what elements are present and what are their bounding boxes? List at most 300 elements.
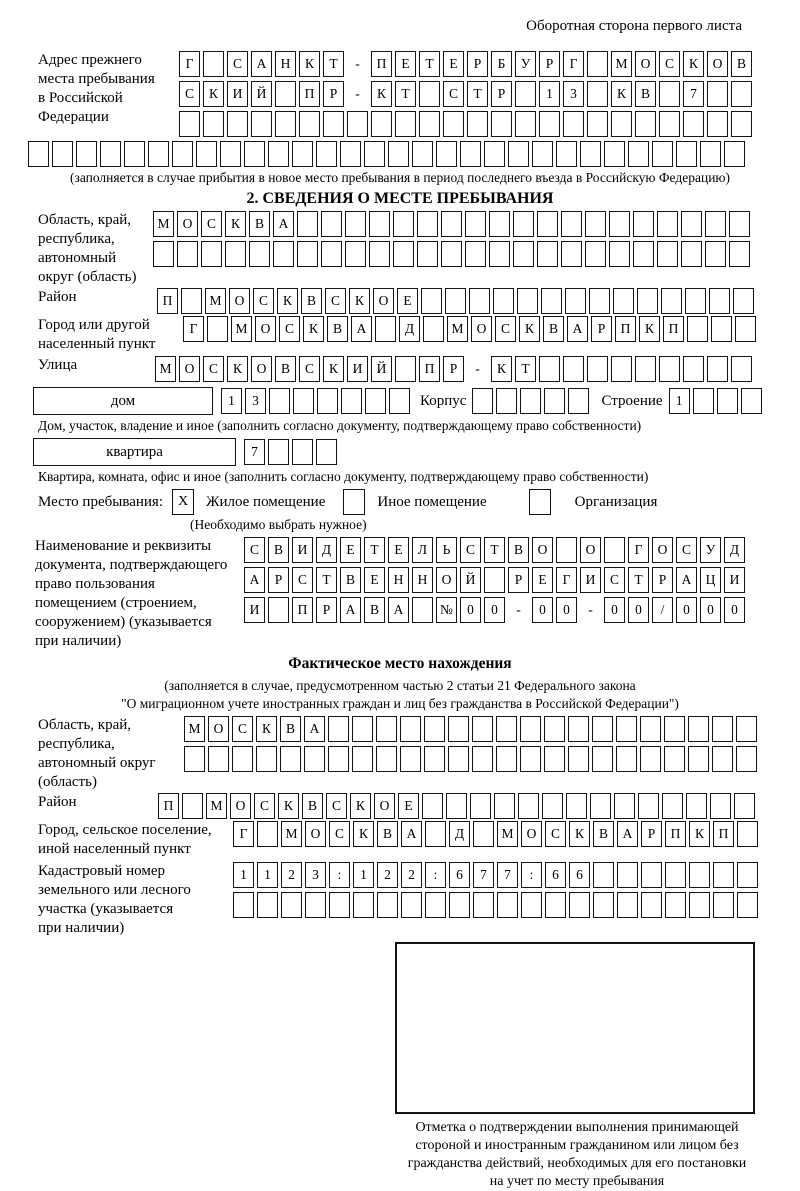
char-box: Д <box>449 821 470 847</box>
char-box: И <box>244 597 265 623</box>
char-box: М <box>206 793 227 819</box>
char-box <box>467 111 488 137</box>
char-box: М <box>155 356 176 382</box>
char-box <box>662 793 683 819</box>
char-box <box>712 716 733 742</box>
checkbox-other-premises <box>343 489 365 515</box>
char-box <box>393 241 414 267</box>
char-box: М <box>231 316 252 342</box>
char-box <box>592 716 613 742</box>
char-box <box>614 793 635 819</box>
char-box: 7 <box>244 439 265 465</box>
char-box <box>369 211 390 237</box>
char-box <box>249 241 270 267</box>
char-box <box>731 111 752 137</box>
char-box: С <box>292 567 313 593</box>
char-box <box>352 716 373 742</box>
char-box: 7 <box>473 862 494 888</box>
char-box <box>445 288 466 314</box>
apartment-number-cells <box>244 439 337 465</box>
char-box <box>329 892 350 918</box>
char-box: 1 <box>221 388 242 414</box>
char-box: К <box>491 356 512 382</box>
char-box <box>172 141 193 167</box>
char-box: И <box>724 567 745 593</box>
char-box <box>659 356 680 382</box>
char-box: Ь <box>436 537 457 563</box>
char-box <box>585 241 606 267</box>
char-box <box>539 111 560 137</box>
char-box <box>633 241 654 267</box>
char-box <box>508 141 529 167</box>
char-box <box>448 716 469 742</box>
char-box: И <box>347 356 368 382</box>
char-box: Д <box>724 537 745 563</box>
char-box: Н <box>275 51 296 77</box>
char-box <box>412 597 433 623</box>
char-box <box>665 862 686 888</box>
document-field <box>0 537 800 651</box>
char-box <box>341 388 362 414</box>
char-box <box>592 746 613 772</box>
char-box <box>227 111 248 137</box>
char-box: П <box>371 51 392 77</box>
char-box: С <box>659 51 680 77</box>
char-box <box>401 892 422 918</box>
char-box: С <box>299 356 320 382</box>
char-box: О <box>305 821 326 847</box>
char-box <box>637 288 658 314</box>
char-box <box>616 746 637 772</box>
stay-place-label: Место пребывания: <box>38 493 163 510</box>
char-box <box>532 141 553 167</box>
document-row-2 <box>244 567 745 593</box>
char-box <box>257 892 278 918</box>
char-box <box>449 892 470 918</box>
char-box: 6 <box>449 862 470 888</box>
char-box: Р <box>641 821 662 847</box>
char-box <box>369 241 390 267</box>
char-box: С <box>201 211 222 237</box>
char-box <box>705 211 726 237</box>
char-box: И <box>292 537 313 563</box>
char-box <box>268 597 289 623</box>
house-box-label: дом <box>33 387 213 415</box>
char-box: С <box>253 288 274 314</box>
char-box: Р <box>508 567 529 593</box>
char-box <box>665 892 686 918</box>
char-box: Р <box>443 356 464 382</box>
char-box <box>375 316 396 342</box>
char-box <box>515 81 536 107</box>
char-box <box>713 892 734 918</box>
char-box <box>321 241 342 267</box>
char-box <box>641 892 662 918</box>
char-box <box>587 356 608 382</box>
actual-region-field <box>0 716 800 792</box>
char-box <box>417 241 438 267</box>
char-box <box>521 892 542 918</box>
checkbox-organization <box>529 489 551 515</box>
char-box <box>181 288 202 314</box>
char-box <box>685 288 706 314</box>
char-box <box>424 746 445 772</box>
char-box <box>304 746 325 772</box>
char-box: Н <box>412 567 433 593</box>
char-box: О <box>521 821 542 847</box>
char-box: С <box>495 316 516 342</box>
prev-address-note: (заполняется в случае прибытия в новое место пребывания в период последнего въезда в Российскую Федерацию) <box>69 170 731 185</box>
char-box <box>688 716 709 742</box>
char-box: К <box>203 81 224 107</box>
char-box <box>724 141 745 167</box>
char-box <box>297 241 318 267</box>
actual-city-label: Город, сельское поселение, иной населенный пункт <box>38 822 212 857</box>
char-box <box>741 388 762 414</box>
char-box: К <box>350 793 371 819</box>
actual-region-row-1 <box>184 716 757 742</box>
house-number-cells <box>221 388 410 414</box>
char-box <box>177 241 198 267</box>
char-box <box>353 892 374 918</box>
char-box <box>731 356 752 382</box>
char-box <box>604 141 625 167</box>
char-box: С <box>604 567 625 593</box>
document-row-3 <box>244 597 745 623</box>
char-box <box>28 141 49 167</box>
char-box <box>273 241 294 267</box>
char-box <box>491 111 512 137</box>
char-box <box>689 862 710 888</box>
char-box: Р <box>467 51 488 77</box>
char-box <box>520 388 541 414</box>
char-box <box>316 439 337 465</box>
char-box <box>297 211 318 237</box>
actual-district-label: Район <box>38 794 77 810</box>
char-box <box>400 746 421 772</box>
char-box <box>737 892 758 918</box>
char-box: К <box>323 356 344 382</box>
char-box: 6 <box>569 862 590 888</box>
char-box: О <box>208 716 229 742</box>
char-box: В <box>731 51 752 77</box>
char-box <box>640 716 661 742</box>
char-box <box>611 356 632 382</box>
char-box <box>705 241 726 267</box>
char-box <box>590 793 611 819</box>
char-box: 2 <box>281 862 302 888</box>
char-box <box>641 862 662 888</box>
cadastral-row-2 <box>233 892 758 918</box>
korpus-cells <box>472 388 589 414</box>
char-box: М <box>281 821 302 847</box>
char-box: 2 <box>377 862 398 888</box>
char-box: А <box>244 567 265 593</box>
char-box: В <box>249 211 270 237</box>
char-box: Е <box>397 288 418 314</box>
char-box <box>328 746 349 772</box>
char-box: В <box>543 316 564 342</box>
char-box: Г <box>628 537 649 563</box>
char-box <box>203 111 224 137</box>
char-box <box>712 746 733 772</box>
char-box <box>733 288 754 314</box>
char-box: У <box>515 51 536 77</box>
char-box: Р <box>316 597 337 623</box>
char-box <box>352 746 373 772</box>
char-box: А <box>401 821 422 847</box>
char-box <box>683 356 704 382</box>
char-box <box>568 746 589 772</box>
char-box: 3 <box>305 862 326 888</box>
char-box <box>585 211 606 237</box>
char-box: С <box>325 288 346 314</box>
other-premises-label: Иное помещение <box>377 493 487 510</box>
char-box <box>735 316 756 342</box>
char-box: О <box>179 356 200 382</box>
char-box: Т <box>515 356 536 382</box>
char-box: Г <box>183 316 204 342</box>
char-box: 0 <box>532 597 553 623</box>
char-box <box>541 288 562 314</box>
char-box <box>493 288 514 314</box>
char-box: К <box>569 821 590 847</box>
char-box: В <box>302 793 323 819</box>
char-box <box>345 241 366 267</box>
char-box: А <box>388 597 409 623</box>
stroenie-label: Строение <box>601 392 663 409</box>
char-box <box>513 211 534 237</box>
char-box: 1 <box>257 862 278 888</box>
char-box: С <box>203 356 224 382</box>
char-box: 1 <box>539 81 560 107</box>
char-box <box>683 111 704 137</box>
char-box <box>377 892 398 918</box>
char-box <box>423 316 444 342</box>
char-box <box>657 241 678 267</box>
char-box <box>305 892 326 918</box>
char-box <box>388 141 409 167</box>
char-box: К <box>371 81 392 107</box>
char-box <box>182 793 203 819</box>
char-box <box>587 81 608 107</box>
char-box <box>688 746 709 772</box>
char-box: М <box>611 51 632 77</box>
house-note: Дом, участок, владение и иное (заполнить согласно документу, подтверждающему право собственности) <box>38 418 642 433</box>
char-box <box>737 821 758 847</box>
char-box <box>711 316 732 342</box>
char-box: О <box>652 537 673 563</box>
char-box: / <box>652 597 673 623</box>
char-box <box>293 388 314 414</box>
char-box <box>518 793 539 819</box>
char-box: П <box>665 821 686 847</box>
char-box <box>196 141 217 167</box>
char-box <box>251 111 272 137</box>
char-box: Т <box>467 81 488 107</box>
char-box: 7 <box>683 81 704 107</box>
char-box: О <box>255 316 276 342</box>
char-box <box>280 746 301 772</box>
char-box <box>469 288 490 314</box>
char-box: М <box>447 316 468 342</box>
char-box: С <box>232 716 253 742</box>
char-box <box>707 356 728 382</box>
char-box <box>628 141 649 167</box>
char-box <box>489 211 510 237</box>
char-box <box>638 793 659 819</box>
actual-region-label: Область, край, республика, автономный округ (область) <box>38 717 156 790</box>
char-box <box>347 111 368 137</box>
char-box <box>537 241 558 267</box>
char-box <box>617 892 638 918</box>
char-box: А <box>251 51 272 77</box>
char-box <box>652 141 673 167</box>
char-box <box>446 793 467 819</box>
actual-location-note: (заполняется в случае, предусмотренном частью 2 статьи 21 Федерального закона "О миграционном учете иностранных граждан и лиц без гражданства в Российской Федерации") <box>121 678 679 711</box>
char-box: К <box>227 356 248 382</box>
char-box <box>268 439 289 465</box>
char-box <box>393 211 414 237</box>
char-box: 0 <box>484 597 505 623</box>
prev-address-label: Адрес прежнего места пребывания в Российской Федерации <box>38 52 155 125</box>
char-box: К <box>689 821 710 847</box>
char-box <box>659 111 680 137</box>
char-box: Д <box>316 537 337 563</box>
char-box <box>269 388 290 414</box>
char-box: Е <box>443 51 464 77</box>
char-box: 1 <box>669 388 690 414</box>
char-box: В <box>364 597 385 623</box>
char-box <box>707 81 728 107</box>
char-box: Й <box>251 81 272 107</box>
char-box: Т <box>323 51 344 77</box>
char-box: Н <box>388 567 409 593</box>
char-box: О <box>373 288 394 314</box>
char-box <box>484 567 505 593</box>
char-box: Е <box>364 567 385 593</box>
char-box <box>232 746 253 772</box>
char-box <box>422 793 443 819</box>
city-field <box>0 316 800 354</box>
char-box: О <box>580 537 601 563</box>
char-box: К <box>225 211 246 237</box>
char-box <box>520 746 541 772</box>
char-box <box>371 111 392 137</box>
char-box: А <box>567 316 588 342</box>
char-box <box>345 211 366 237</box>
char-box <box>616 716 637 742</box>
char-box: М <box>205 288 226 314</box>
char-box <box>734 793 755 819</box>
char-box <box>441 211 462 237</box>
char-box: К <box>519 316 540 342</box>
char-box: В <box>377 821 398 847</box>
actual-location-title: Фактическое место нахождения <box>288 655 512 672</box>
char-box: 6 <box>545 862 566 888</box>
char-box: О <box>707 51 728 77</box>
prev-address-row-3 <box>179 111 752 137</box>
region-row-2 <box>153 241 750 267</box>
char-box <box>448 746 469 772</box>
char-box: В <box>280 716 301 742</box>
char-box: К <box>256 716 277 742</box>
char-box: Б <box>491 51 512 77</box>
char-box: В <box>340 567 361 593</box>
char-box <box>496 716 517 742</box>
char-box: : <box>521 862 542 888</box>
char-box <box>473 821 494 847</box>
char-box <box>556 141 577 167</box>
stay-place-row <box>0 489 800 515</box>
char-box: : <box>329 862 350 888</box>
city-row <box>183 316 756 354</box>
char-box <box>244 141 265 167</box>
char-box <box>207 316 228 342</box>
char-box <box>515 111 536 137</box>
char-box <box>208 746 229 772</box>
char-box: В <box>301 288 322 314</box>
char-box: Г <box>179 51 200 77</box>
char-box <box>292 439 313 465</box>
char-box <box>717 388 738 414</box>
char-box: А <box>304 716 325 742</box>
char-box <box>686 793 707 819</box>
char-box: О <box>251 356 272 382</box>
char-box <box>275 81 296 107</box>
char-box <box>633 211 654 237</box>
char-box: М <box>153 211 174 237</box>
char-box <box>340 141 361 167</box>
char-box <box>681 241 702 267</box>
char-box <box>566 793 587 819</box>
char-box: О <box>229 288 250 314</box>
region-row-1 <box>153 211 750 237</box>
char-box: О <box>471 316 492 342</box>
char-box <box>275 111 296 137</box>
apartment-row <box>0 438 800 466</box>
char-box: 1 <box>233 862 254 888</box>
cadastral-label: Кадастровый номер земельного или лесного участка (указывается при наличии) <box>38 863 191 936</box>
char-box <box>635 356 656 382</box>
char-box <box>568 388 589 414</box>
char-box: № <box>436 597 457 623</box>
char-box <box>713 862 734 888</box>
residential-label: Жилое помещение <box>206 493 326 510</box>
char-box <box>220 141 241 167</box>
char-box: О <box>532 537 553 563</box>
char-box <box>425 892 446 918</box>
char-box: П <box>615 316 636 342</box>
char-box: Е <box>532 567 553 593</box>
char-box <box>436 141 457 167</box>
char-box: С <box>254 793 275 819</box>
char-box <box>184 746 205 772</box>
char-box <box>76 141 97 167</box>
cadastral-field <box>0 862 800 938</box>
char-box <box>321 211 342 237</box>
char-box <box>421 288 442 314</box>
separator-char: - <box>467 356 488 382</box>
char-box <box>425 821 446 847</box>
char-box: Д <box>399 316 420 342</box>
char-box: В <box>593 821 614 847</box>
char-box: С <box>279 316 300 342</box>
korpus-label: Корпус <box>420 392 467 409</box>
prev-address-row-4 <box>28 141 800 167</box>
char-box: Т <box>419 51 440 77</box>
char-box <box>52 141 73 167</box>
